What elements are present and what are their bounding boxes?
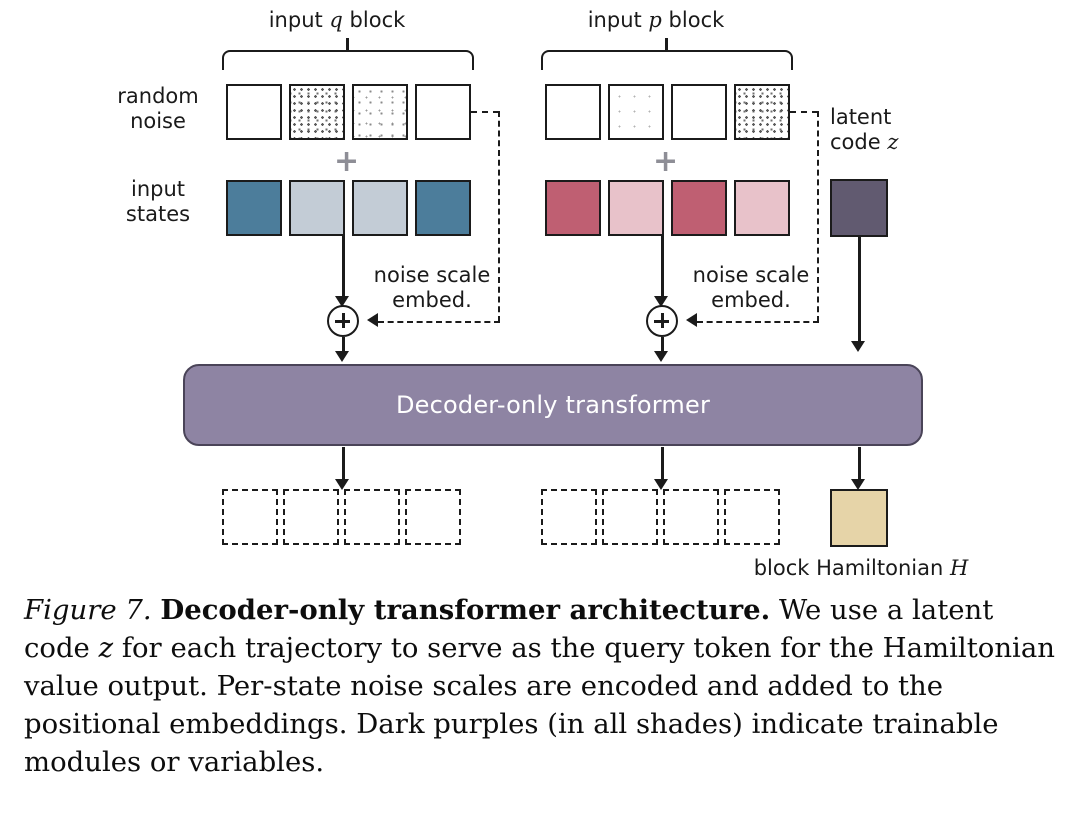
line-transformer-out-q (342, 447, 345, 483)
latent-code-label-line2: code z (830, 129, 899, 154)
dashed-p-from-noise (790, 111, 818, 113)
figure-caption (24, 592, 1060, 782)
caption-figure-number: Figure 7. (24, 594, 152, 626)
latent-code-label (830, 105, 980, 155)
plus-p-symbol: + (653, 144, 679, 179)
output-box-q-3 (344, 489, 400, 545)
input-states-label-line2: states (125, 201, 191, 226)
line-transformer-out-hamiltonian (858, 447, 861, 483)
noise-scale-p-label-line2: embed. (711, 287, 791, 312)
caption-body-2: for each trajectory to serve as the query token for the Hamiltonian value output. Per-state noise scales are encoded and added to the positional embeddings. Dark purples (in all shades) indicate trainable modules or variables. (24, 631, 1055, 778)
output-box-q-2 (283, 489, 339, 545)
state-box-p-3 (671, 180, 727, 236)
bracket-q-nub (346, 38, 349, 50)
state-box-q-3 (352, 180, 408, 236)
state-box-p-1 (545, 180, 601, 236)
input-q-block-label: input q block (268, 8, 406, 32)
noise-box-p-3 (671, 84, 727, 140)
dashed-q-from-noise (471, 111, 499, 113)
dashed-q-to-adder (378, 321, 500, 323)
output-box-p-2 (602, 489, 658, 545)
block-hamiltonian-label: block Hamiltonian H (753, 556, 969, 580)
arrowhead-latent-transformer-in (851, 341, 865, 352)
output-box-q-4 (405, 489, 461, 545)
latent-code-label-line1: latent (830, 105, 892, 129)
arrowhead-p-transformer-in (654, 351, 668, 362)
line-latent-to-transformer (858, 237, 861, 343)
state-box-q-4 (415, 180, 471, 236)
random-noise-label (100, 84, 216, 134)
noise-box-q-2 (289, 84, 345, 140)
arrowhead-q-transformer-in (335, 351, 349, 362)
adder-q (327, 305, 359, 337)
decoder-only-transformer-block (183, 364, 923, 446)
noise-scale-q-label-line1: noise scale (373, 263, 491, 287)
random-noise-label-line1: random (117, 84, 199, 108)
block-hamiltonian-box (830, 489, 888, 547)
noise-box-p-2 (608, 84, 664, 140)
noise-box-q-1 (226, 84, 282, 140)
output-box-p-3 (663, 489, 719, 545)
caption-body-1: We use a latent code (24, 594, 994, 664)
caption-latent-z: z (98, 631, 114, 664)
output-box-p-1 (541, 489, 597, 545)
random-noise-label-line2: noise (130, 108, 186, 133)
state-box-p-4 (734, 180, 790, 236)
plus-q-symbol: + (334, 144, 360, 179)
input-p-block-label: input p block (587, 8, 725, 32)
input-states-label (100, 177, 216, 227)
output-box-q-1 (222, 489, 278, 545)
state-box-p-2 (608, 180, 664, 236)
noise-box-p-1 (545, 84, 601, 140)
latent-code-box (830, 179, 888, 237)
input-states-label-line1: input (130, 177, 186, 201)
output-box-p-4 (724, 489, 780, 545)
noise-scale-q-label (362, 263, 502, 313)
line-p-to-adder (661, 236, 664, 302)
line-transformer-out-p (661, 447, 664, 483)
noise-scale-p-label (681, 263, 821, 313)
caption-title: Decoder-only transformer architecture. (160, 594, 771, 626)
adder-p (646, 305, 678, 337)
arrowhead-q-noise-scale (367, 313, 378, 327)
bracket-q-block (222, 50, 474, 70)
dashed-p-to-adder (697, 321, 819, 323)
transformer-label: Decoder-only transformer (395, 391, 711, 419)
arrowhead-p-noise-scale (686, 313, 697, 327)
noise-scale-q-label-line2: embed. (392, 287, 472, 312)
state-box-q-1 (226, 180, 282, 236)
noise-scale-p-label-line1: noise scale (692, 263, 810, 287)
bracket-p-nub (665, 38, 668, 50)
bracket-p-block (541, 50, 793, 70)
noise-box-q-4 (415, 84, 471, 140)
noise-box-q-3 (352, 84, 408, 140)
state-box-q-2 (289, 180, 345, 236)
noise-box-p-4 (734, 84, 790, 140)
line-q-to-adder (342, 236, 345, 302)
